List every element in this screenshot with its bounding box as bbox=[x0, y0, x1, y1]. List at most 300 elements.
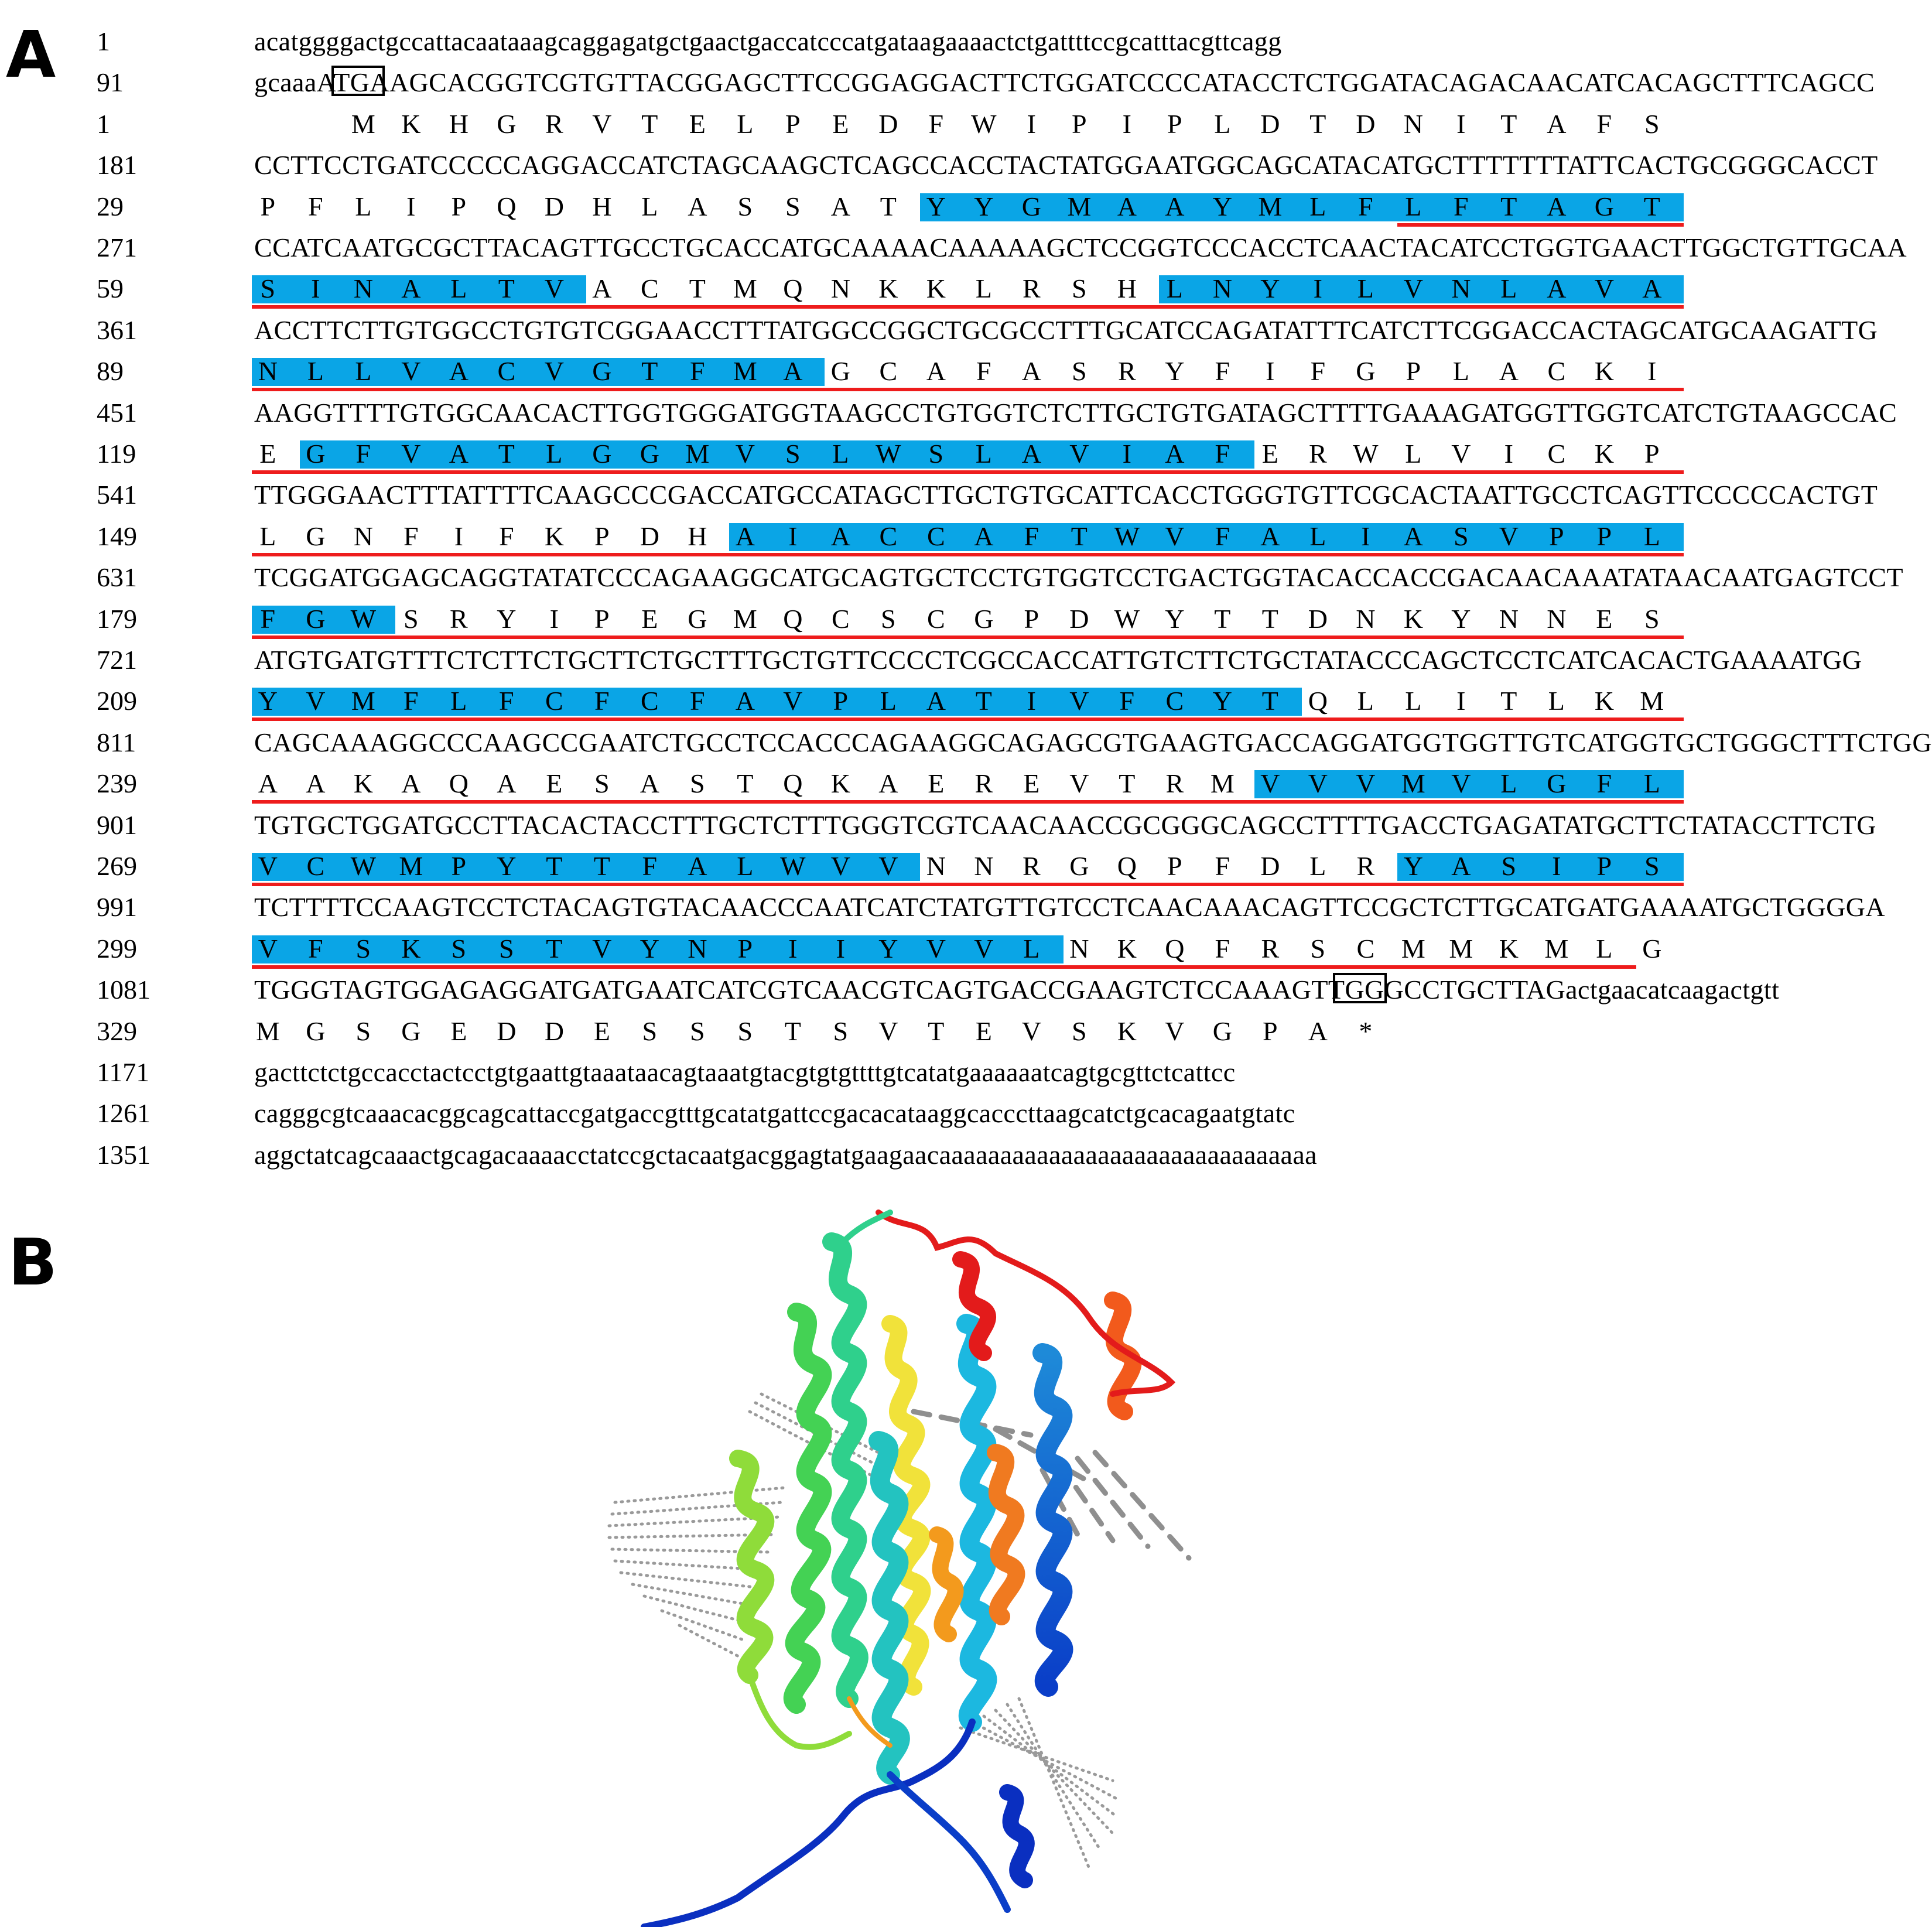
amino-acid-track bbox=[254, 351, 1687, 392]
amino-acid-letter: T bbox=[1309, 108, 1326, 139]
amino-acid-letter: Y bbox=[1212, 686, 1232, 716]
nucleotide-row bbox=[0, 1052, 1704, 1093]
amino-acid-letter: L bbox=[355, 191, 372, 221]
amino-acid-letter: G bbox=[306, 603, 326, 634]
amino-acid-letter: P bbox=[1596, 851, 1612, 881]
amino-acid-letter: T bbox=[975, 686, 992, 716]
amino-acid-letter: G bbox=[592, 356, 612, 387]
domain-underline bbox=[252, 470, 1684, 474]
row-position-number: 811 bbox=[97, 727, 136, 757]
amino-acid-letter: V bbox=[401, 356, 421, 387]
amino-acid-letter: A bbox=[1451, 851, 1471, 881]
amino-acid-letter: V bbox=[1594, 274, 1614, 304]
amino-acid-letter: R bbox=[1023, 851, 1041, 881]
amino-acid-letter: N bbox=[974, 851, 994, 881]
amino-acid-letter: C bbox=[879, 356, 898, 387]
amino-acid-letter: G bbox=[1642, 933, 1662, 964]
amino-acid-letter: P bbox=[260, 191, 276, 221]
amino-acid-letter: E bbox=[975, 1016, 992, 1046]
nucleotide-row bbox=[0, 640, 1862, 681]
amino-acid-letter: K bbox=[544, 521, 564, 551]
amino-acid-letter: H bbox=[1117, 274, 1137, 304]
amino-acid-letter: D bbox=[1260, 108, 1280, 139]
domain-underline bbox=[252, 883, 1684, 886]
amino-acid-letter: F bbox=[1215, 356, 1230, 387]
amino-acid-letter: E bbox=[259, 439, 276, 469]
amino-acid-letter: V bbox=[878, 851, 898, 881]
amino-acid-letter: T bbox=[928, 1016, 945, 1046]
amino-acid-letter: T bbox=[737, 768, 754, 799]
amino-acid-letter: Q bbox=[783, 274, 803, 304]
domain-underline bbox=[252, 636, 1684, 639]
nucleotide-sequence: TCGGATGGAGCAGGTATATCCCAGAAGGCATGCAGTGCTCCTGTGGTCCTGACTGGTACACCACCGACAACAAATATAACAATGAGTCCT bbox=[254, 562, 1903, 593]
amino-acid-letter: L bbox=[1214, 108, 1231, 139]
amino-acid-letter: I bbox=[1361, 521, 1370, 551]
amino-acid-letter: L bbox=[641, 191, 658, 221]
amino-acid-letter: A bbox=[401, 768, 421, 799]
amino-acid-letter: I bbox=[1456, 108, 1466, 139]
amino-acid-letter: C bbox=[927, 603, 945, 634]
row-position-number: 239 bbox=[97, 768, 137, 799]
amino-acid-letter: A bbox=[735, 521, 755, 551]
amino-acid-letter: S bbox=[1072, 1016, 1087, 1046]
amino-acid-letter: M bbox=[733, 356, 757, 387]
amino-acid-letter: G bbox=[306, 521, 326, 551]
amino-acid-letter: G bbox=[592, 439, 612, 469]
amino-acid-letter: N bbox=[1212, 274, 1232, 304]
amino-acid-letter: D bbox=[1069, 603, 1089, 634]
amino-acid-letter: K bbox=[830, 768, 850, 799]
amino-acid-letter: F bbox=[404, 521, 419, 551]
amino-acid-letter: A bbox=[1021, 356, 1041, 387]
amino-acid-letter: L bbox=[880, 686, 897, 716]
amino-acid-letter: T bbox=[546, 851, 563, 881]
amino-acid-letter: G bbox=[640, 439, 659, 469]
amino-acid-letter: F bbox=[499, 521, 514, 551]
amino-acid-letter: S bbox=[1454, 521, 1469, 551]
amino-acid-letter: A bbox=[1499, 356, 1519, 387]
amino-acid-letter: S bbox=[1644, 851, 1660, 881]
amino-acid-letter: F bbox=[404, 686, 419, 716]
amino-acid-letter: I bbox=[836, 933, 845, 964]
nucleotide-row bbox=[0, 227, 1907, 268]
amino-acid-track bbox=[254, 186, 1687, 227]
amino-acid-letter: S bbox=[594, 768, 610, 799]
row-position-number: 451 bbox=[97, 397, 137, 428]
amino-acid-letter: A bbox=[1308, 1016, 1328, 1046]
nucleotide-sequence: aggctatcagcaaactgcagacaaaacctatccgctacaatgacggagtatgaagaacaaaaaaaaaaaaaaaaaaaaaaaaaaaaaaa bbox=[254, 1139, 1317, 1170]
amino-acid-track bbox=[254, 599, 1687, 640]
amino-acid-letter: M bbox=[399, 851, 423, 881]
row-position-number: 329 bbox=[97, 1016, 137, 1046]
amino-acid-letter: L bbox=[450, 686, 467, 716]
amino-acid-letter: F bbox=[928, 108, 944, 139]
amino-acid-track bbox=[254, 928, 1687, 969]
amino-acid-letter: A bbox=[735, 686, 755, 716]
row-position-number: 179 bbox=[97, 603, 137, 634]
amino-acid-letter: Q bbox=[783, 768, 803, 799]
amino-acid-letter: K bbox=[401, 108, 421, 139]
amino-acid-letter: I bbox=[788, 521, 798, 551]
amino-acid-letter: W bbox=[971, 108, 997, 139]
amino-acid-letter: M bbox=[1401, 768, 1425, 799]
amino-acid-letter: M bbox=[1640, 686, 1664, 716]
amino-acid-letter: A bbox=[1642, 274, 1662, 304]
amino-acid-letter: Y bbox=[974, 191, 994, 221]
row-position-number: 91 bbox=[97, 67, 124, 98]
row-position-number: 181 bbox=[97, 150, 137, 180]
amino-acid-row bbox=[0, 928, 1704, 969]
amino-acid-letter: G bbox=[1547, 768, 1567, 799]
protein-structure-image bbox=[586, 1207, 1312, 1927]
amino-acid-letter: F bbox=[1215, 521, 1230, 551]
amino-acid-letter: Q bbox=[1117, 851, 1137, 881]
amino-acid-letter: W bbox=[780, 851, 806, 881]
amino-acid-letter: V bbox=[592, 108, 612, 139]
amino-acid-letter: Q bbox=[1308, 686, 1328, 716]
amino-acid-letter: F bbox=[308, 933, 323, 964]
amino-acid-letter: F bbox=[355, 439, 371, 469]
amino-acid-letter: P bbox=[1167, 108, 1182, 139]
amino-acid-letter: C bbox=[641, 686, 659, 716]
amino-acid-row bbox=[0, 681, 1704, 722]
amino-acid-letter: D bbox=[497, 1016, 517, 1046]
amino-acid-letter: E bbox=[689, 108, 706, 139]
amino-acid-letter: K bbox=[1594, 686, 1614, 716]
amino-acid-letter: P bbox=[833, 686, 849, 716]
amino-acid-letter: M bbox=[351, 686, 375, 716]
amino-acid-letter: C bbox=[879, 521, 898, 551]
amino-acid-letter: M bbox=[351, 108, 375, 139]
amino-acid-letter: I bbox=[454, 521, 463, 551]
amino-acid-letter: F bbox=[594, 686, 610, 716]
amino-acid-letter: A bbox=[688, 851, 707, 881]
amino-acid-row bbox=[0, 268, 1704, 309]
amino-acid-letter: S bbox=[355, 933, 371, 964]
amino-acid-letter: V bbox=[1451, 768, 1471, 799]
amino-acid-letter: V bbox=[544, 356, 564, 387]
domain-underline bbox=[252, 718, 1684, 721]
row-position-number: 721 bbox=[97, 645, 137, 675]
amino-acid-letter: M bbox=[1258, 191, 1283, 221]
amino-acid-letter: L bbox=[737, 851, 754, 881]
amino-acid-letter: L bbox=[975, 274, 992, 304]
amino-acid-letter: N bbox=[353, 521, 373, 551]
ribbon-helices-group bbox=[738, 1242, 1133, 1880]
nucleotide-sequence: TTGGGAACTTTATTTTCAAGCCCGACCATGCCATAGCTTGCTGTGCATTCACCTGGGTGTTCGCACTAATTGCCTCAGTTCCCCCACTGT bbox=[254, 480, 1878, 510]
amino-acid-track bbox=[254, 763, 1687, 804]
amino-acid-letter: V bbox=[258, 933, 278, 964]
codon-box bbox=[331, 66, 385, 96]
amino-acid-letter: R bbox=[450, 603, 468, 634]
amino-acid-letter: T bbox=[593, 851, 610, 881]
amino-acid-letter: I bbox=[311, 274, 320, 304]
amino-acid-letter: N bbox=[1547, 603, 1567, 634]
amino-acid-letter: E bbox=[1023, 768, 1040, 799]
amino-acid-letter: F bbox=[1215, 851, 1230, 881]
nucleotide-row bbox=[0, 557, 1903, 598]
amino-acid-letter: I bbox=[1552, 851, 1561, 881]
amino-acid-letter: Q bbox=[1165, 933, 1185, 964]
amino-acid-letter: R bbox=[1023, 274, 1041, 304]
amino-acid-letter: V bbox=[544, 274, 564, 304]
amino-acid-letter: L bbox=[1309, 851, 1326, 881]
row-position-number: 299 bbox=[97, 933, 137, 964]
amino-acid-letter: I bbox=[549, 603, 559, 634]
amino-acid-letter: K bbox=[1594, 356, 1614, 387]
amino-acid-letter: R bbox=[1118, 356, 1136, 387]
row-position-number: 209 bbox=[97, 686, 137, 716]
nucleotide-sequence: cagggcgtcaaacacggcagcattaccgatgaccgtttgcatatgattccgacacataaggcacccttaagcatctgcacagaatgtatc bbox=[254, 1098, 1295, 1129]
amino-acid-letter: T bbox=[1214, 603, 1231, 634]
amino-acid-letter: K bbox=[1117, 933, 1137, 964]
amino-acid-letter: V bbox=[1165, 1016, 1185, 1046]
codon-box bbox=[1333, 973, 1386, 1003]
amino-acid-letter: A bbox=[878, 768, 898, 799]
amino-acid-letter: E bbox=[450, 1016, 467, 1046]
amino-acid-letter: H bbox=[449, 108, 469, 139]
amino-acid-letter: C bbox=[545, 686, 563, 716]
amino-acid-letter: M bbox=[733, 274, 757, 304]
amino-acid-letter: L bbox=[307, 356, 324, 387]
amino-acid-letter: T bbox=[1500, 108, 1517, 139]
amino-acid-letter: S bbox=[642, 1016, 658, 1046]
amino-acid-letter: A bbox=[1260, 521, 1280, 551]
amino-acid-letter: A bbox=[449, 356, 469, 387]
amino-acid-letter: I bbox=[1266, 356, 1275, 387]
domain-underline bbox=[252, 305, 1684, 309]
amino-acid-letter: P bbox=[1549, 521, 1564, 551]
amino-acid-letter: S bbox=[785, 439, 801, 469]
amino-acid-letter: P bbox=[451, 851, 467, 881]
amino-acid-letter: G bbox=[688, 603, 707, 634]
amino-acid-letter: V bbox=[258, 851, 278, 881]
amino-acid-letter: S bbox=[499, 933, 514, 964]
amino-acid-letter: S bbox=[404, 603, 419, 634]
amino-acid-letter: L bbox=[1596, 933, 1613, 964]
amino-acid-letter: L bbox=[1309, 191, 1326, 221]
amino-acid-letter: V bbox=[1308, 768, 1328, 799]
amino-acid-letter: P bbox=[1072, 108, 1087, 139]
nucleotide-sequence: gacttctctgccacctactcctgtgaattgtaaataacagtaaatgtacgtgtgttttgtcatatgaaaaaatcagtgcgttctcattcc bbox=[254, 1057, 1236, 1087]
amino-acid-letter: F bbox=[1215, 439, 1230, 469]
amino-acid-letter: S bbox=[451, 933, 467, 964]
amino-acid-letter: C bbox=[1356, 933, 1375, 964]
amino-acid-letter: A bbox=[688, 191, 707, 221]
amino-acid-letter: S bbox=[1072, 356, 1087, 387]
amino-acid-letter: I bbox=[1027, 686, 1036, 716]
amino-acid-letter: A bbox=[497, 768, 517, 799]
amino-acid-letter: L bbox=[1357, 274, 1374, 304]
amino-acid-letter: E bbox=[832, 108, 849, 139]
row-position-number: 901 bbox=[97, 809, 137, 840]
amino-acid-letter: P bbox=[1406, 356, 1421, 387]
nucleotide-sequence: CCATCAATGCGCTTACAGTTGCCTGCACCATGCAAAACAAAAAGCTCCGGTCCCACCTCAACTACATCCTGGTGAACTTGGCTGTTGCAA bbox=[254, 233, 1907, 262]
amino-acid-row bbox=[0, 1011, 1704, 1052]
row-position-number: 1171 bbox=[97, 1057, 150, 1087]
amino-acid-letter: L bbox=[832, 439, 849, 469]
amino-acid-letter: D bbox=[544, 1016, 564, 1046]
amino-acid-letter: G bbox=[830, 356, 850, 387]
amino-acid-letter: I bbox=[1313, 274, 1322, 304]
amino-acid-letter: T bbox=[1500, 686, 1517, 716]
amino-acid-letter: A bbox=[449, 439, 469, 469]
amino-acid-letter: V bbox=[1356, 768, 1376, 799]
amino-acid-letter: R bbox=[1261, 933, 1280, 964]
nucleotide-sequence: ATGTGATGTTTCTCTTCTGCTTCTGCTTTGCTGTTCCCCTCGCCACCATTGTCTTCTGCTATACCCAGCTCCTCATCACACTGAAAATGG bbox=[254, 645, 1862, 675]
amino-acid-letter: L bbox=[1500, 274, 1517, 304]
amino-acid-letter: V bbox=[1165, 521, 1185, 551]
nucleotide-row bbox=[0, 887, 1885, 928]
amino-acid-letter: H bbox=[592, 191, 612, 221]
row-position-number: 1261 bbox=[97, 1098, 151, 1129]
amino-acid-letter: S bbox=[737, 191, 753, 221]
amino-acid-track bbox=[254, 268, 1687, 309]
amino-acid-letter: Q bbox=[449, 768, 469, 799]
amino-acid-letter: Y bbox=[640, 933, 659, 964]
amino-acid-letter: Y bbox=[878, 933, 898, 964]
amino-acid-letter: R bbox=[974, 768, 993, 799]
amino-acid-letter: E bbox=[1596, 603, 1613, 634]
amino-acid-letter: M bbox=[685, 439, 710, 469]
amino-acid-letter: G bbox=[1021, 191, 1041, 221]
amino-acid-letter: V bbox=[1069, 439, 1089, 469]
amino-acid-letter: C bbox=[497, 356, 516, 387]
amino-acid-letter: F bbox=[1119, 686, 1135, 716]
nucleotide-row bbox=[0, 805, 1876, 846]
amino-acid-letter: N bbox=[1499, 603, 1519, 634]
amino-acid-letter: L bbox=[1643, 768, 1660, 799]
amino-acid-letter: T bbox=[498, 439, 515, 469]
amino-acid-letter: A bbox=[1547, 108, 1567, 139]
amino-acid-letter: V bbox=[926, 933, 946, 964]
amino-acid-letter: F bbox=[1215, 933, 1230, 964]
amino-acid-letter: M bbox=[1067, 191, 1092, 221]
amino-acid-letter: T bbox=[641, 356, 658, 387]
amino-acid-letter: A bbox=[926, 686, 946, 716]
amino-acid-letter: R bbox=[1356, 851, 1375, 881]
amino-acid-letter: S bbox=[928, 439, 944, 469]
amino-acid-letter: A bbox=[306, 768, 326, 799]
amino-acid-letter: R bbox=[545, 108, 563, 139]
amino-acid-letter: F bbox=[690, 356, 705, 387]
amino-acid-letter: Y bbox=[1212, 191, 1232, 221]
amino-acid-letter: G bbox=[401, 1016, 421, 1046]
amino-acid-letter: P bbox=[1596, 521, 1612, 551]
row-position-number: 269 bbox=[97, 851, 137, 881]
amino-acid-letter: W bbox=[350, 851, 377, 881]
amino-acid-letter: C bbox=[832, 603, 850, 634]
amino-acid-letter: S bbox=[1644, 108, 1660, 139]
amino-acid-letter: Y bbox=[497, 851, 517, 881]
amino-acid-track bbox=[254, 104, 1687, 145]
amino-acid-letter: E bbox=[641, 603, 658, 634]
amino-acid-letter: T bbox=[784, 1016, 801, 1046]
amino-acid-letter: T bbox=[1643, 191, 1660, 221]
amino-acid-letter: S bbox=[1501, 851, 1517, 881]
amino-acid-letter: L bbox=[1357, 686, 1374, 716]
nucleotide-sequence: CCTTCCTGATCCCCCAGGACCATCTAGCAAGCTCAGCCACCTACTATGGAATGGCAGCATACATGCTTTTTTTATTCACTGCGGGCACCT bbox=[254, 150, 1878, 180]
amino-acid-letter: A bbox=[1021, 439, 1041, 469]
amino-acid-letter: E bbox=[1261, 439, 1278, 469]
nucleotide-sequence: TCTTTTCCAAGTCCTCTACAGTGTACAACCCAATCATCTATGTTGTCCTCAACAAACAGTTCCGCTCTTGCATGATGAAAATGCTGGGGA bbox=[254, 892, 1885, 922]
amino-acid-letter: L bbox=[1405, 686, 1422, 716]
amino-acid-letter: * bbox=[1359, 1016, 1373, 1046]
amino-acid-letter: L bbox=[355, 356, 372, 387]
row-position-number: 59 bbox=[97, 274, 124, 304]
amino-acid-letter: T bbox=[1261, 603, 1278, 634]
nucleotide-sequence: acatggggactgccattacaataaagcaggagatgctgaactgaccatcccatgataagaaaactctgattttccgcatttacgttcagg bbox=[254, 26, 1282, 56]
amino-acid-letter: P bbox=[594, 603, 610, 634]
amino-acid-letter: A bbox=[830, 191, 850, 221]
nucleotide-row bbox=[0, 145, 1878, 186]
amino-acid-track bbox=[254, 433, 1687, 474]
amino-acid-letter: Y bbox=[1451, 603, 1471, 634]
amino-acid-letter: P bbox=[1024, 603, 1039, 634]
amino-acid-letter: F bbox=[976, 356, 991, 387]
amino-acid-letter: K bbox=[1499, 933, 1519, 964]
row-position-number: 149 bbox=[97, 521, 137, 551]
amino-acid-letter: P bbox=[1263, 1016, 1278, 1046]
amino-acid-letter: S bbox=[1644, 603, 1660, 634]
amino-acid-letter: G bbox=[1212, 1016, 1232, 1046]
amino-acid-letter: G bbox=[1356, 356, 1376, 387]
amino-acid-letter: F bbox=[260, 603, 276, 634]
row-position-number: 89 bbox=[97, 356, 124, 387]
amino-acid-row bbox=[0, 516, 1704, 557]
amino-acid-letter: A bbox=[926, 356, 946, 387]
amino-acid-letter: V bbox=[974, 933, 994, 964]
amino-acid-letter: T bbox=[498, 274, 515, 304]
amino-acid-letter: K bbox=[401, 933, 421, 964]
amino-acid-letter: N bbox=[1451, 274, 1471, 304]
amino-acid-letter: F bbox=[1310, 356, 1326, 387]
amino-acid-letter: P bbox=[594, 521, 610, 551]
amino-acid-letter: F bbox=[1596, 768, 1612, 799]
panel-a-label: A bbox=[6, 17, 56, 92]
amino-acid-letter: S bbox=[690, 1016, 705, 1046]
amino-acid-letter: T bbox=[546, 933, 563, 964]
amino-acid-letter: K bbox=[1594, 439, 1614, 469]
nucleotide-sequence: TGGGTAGTGGAGAGGATGATGAATCATCGTCAACGTCAGTGACCGAAGTCTCCAAAGTTGGGCCTGCTTAGactgaacatcaagactgtt bbox=[254, 975, 1780, 1005]
amino-acid-track bbox=[254, 681, 1687, 722]
amino-acid-letter: N bbox=[1069, 933, 1089, 964]
amino-acid-letter: Q bbox=[497, 191, 517, 221]
amino-acid-letter: G bbox=[306, 439, 326, 469]
amino-acid-letter: W bbox=[1353, 439, 1379, 469]
amino-acid-letter: C bbox=[1547, 439, 1566, 469]
domain-underline bbox=[252, 965, 1636, 969]
amino-acid-letter: M bbox=[1449, 933, 1473, 964]
amino-acid-letter: C bbox=[306, 851, 325, 881]
amino-acid-letter: S bbox=[690, 768, 705, 799]
amino-acid-letter: I bbox=[1647, 356, 1657, 387]
amino-acid-letter: A bbox=[1117, 191, 1137, 221]
amino-acid-letter: V bbox=[1021, 1016, 1041, 1046]
amino-acid-letter: K bbox=[1117, 1016, 1137, 1046]
amino-acid-letter: F bbox=[642, 851, 658, 881]
amino-acid-letter: R bbox=[1165, 768, 1184, 799]
amino-acid-letter: S bbox=[260, 274, 276, 304]
amino-acid-letter: F bbox=[308, 191, 323, 221]
amino-acid-letter: F bbox=[690, 686, 705, 716]
amino-acid-letter: T bbox=[1261, 686, 1278, 716]
amino-acid-letter: S bbox=[1310, 933, 1326, 964]
amino-acid-letter: F bbox=[499, 686, 514, 716]
amino-acid-letter: V bbox=[1069, 686, 1089, 716]
row-position-number: 361 bbox=[97, 315, 137, 345]
amino-acid-letter: W bbox=[876, 439, 901, 469]
